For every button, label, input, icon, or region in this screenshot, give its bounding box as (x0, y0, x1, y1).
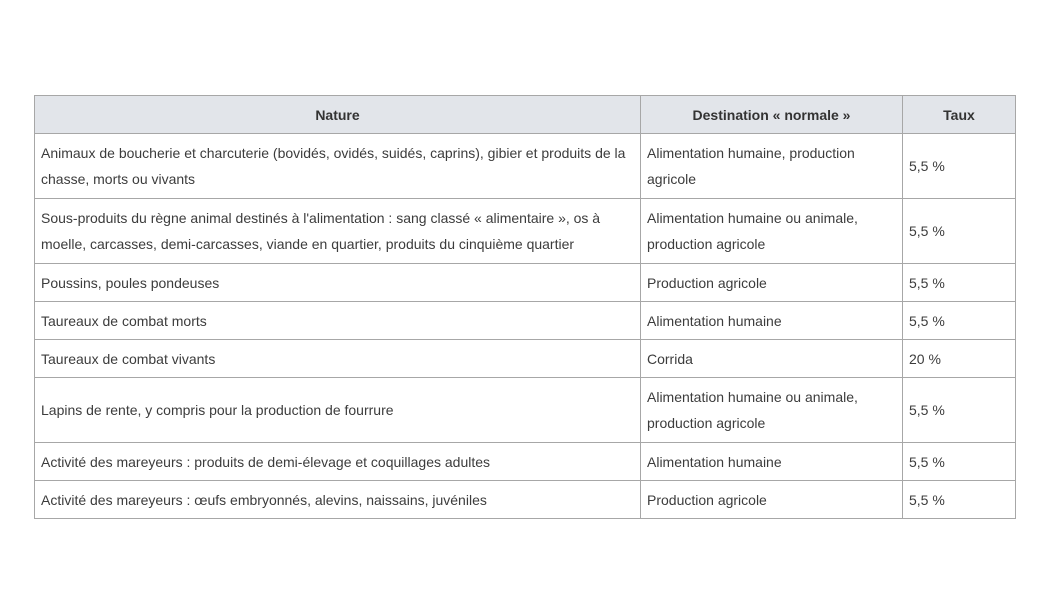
table-body (35, 134, 1016, 519)
cell-destination: Alimentation humaine (641, 302, 903, 340)
cell-taux: 5,5 % (903, 481, 1016, 519)
cell-destination: Alimentation humaine ou animale, production agricole (641, 199, 903, 264)
cell-nature: Lapins de rente, y compris pour la production de fourrure (35, 378, 641, 443)
cell-nature: Taureaux de combat morts (35, 302, 641, 340)
cell-nature: Sous-produits du règne animal destinés à l'alimentation : sang classé « alimentaire », os à moelle, carcasses, demi-carcasses, viande en quartier, produits du cinquième quartier (35, 199, 641, 264)
cell-nature: Poussins, poules pondeuses (35, 264, 641, 302)
cell-taux: 5,5 % (903, 378, 1016, 443)
table-header (35, 96, 1016, 134)
tva-rates-table (34, 95, 1016, 519)
table-row (35, 302, 1016, 340)
cell-taux: 5,5 % (903, 199, 1016, 264)
header-nature: Nature (35, 96, 641, 134)
cell-destination: Alimentation humaine, production agricole (641, 134, 903, 199)
cell-taux: 5,5 % (903, 302, 1016, 340)
cell-nature: Animaux de boucherie et charcuterie (bovidés, ovidés, suidés, caprins), gibier et produits de la chasse, morts ou vivants (35, 134, 641, 199)
cell-taux: 5,5 % (903, 443, 1016, 481)
cell-nature: Taureaux de combat vivants (35, 340, 641, 378)
cell-nature: Activité des mareyeurs : œufs embryonnés, alevins, naissains, juvéniles (35, 481, 641, 519)
header-taux: Taux (903, 96, 1016, 134)
table-row (35, 134, 1016, 199)
tva-rates-table-container (34, 95, 1015, 519)
cell-taux: 5,5 % (903, 134, 1016, 199)
cell-destination: Production agricole (641, 481, 903, 519)
cell-destination: Corrida (641, 340, 903, 378)
cell-destination: Alimentation humaine ou animale, production agricole (641, 378, 903, 443)
header-row (35, 96, 1016, 134)
cell-taux: 5,5 % (903, 264, 1016, 302)
cell-taux: 20 % (903, 340, 1016, 378)
header-destination: Destination « normale » (641, 96, 903, 134)
table-row (35, 443, 1016, 481)
cell-destination: Production agricole (641, 264, 903, 302)
table-row (35, 264, 1016, 302)
table-row (35, 340, 1016, 378)
cell-destination: Alimentation humaine (641, 443, 903, 481)
table-row (35, 481, 1016, 519)
table-row (35, 199, 1016, 264)
cell-nature: Activité des mareyeurs : produits de demi-élevage et coquillages adultes (35, 443, 641, 481)
table-row (35, 378, 1016, 443)
